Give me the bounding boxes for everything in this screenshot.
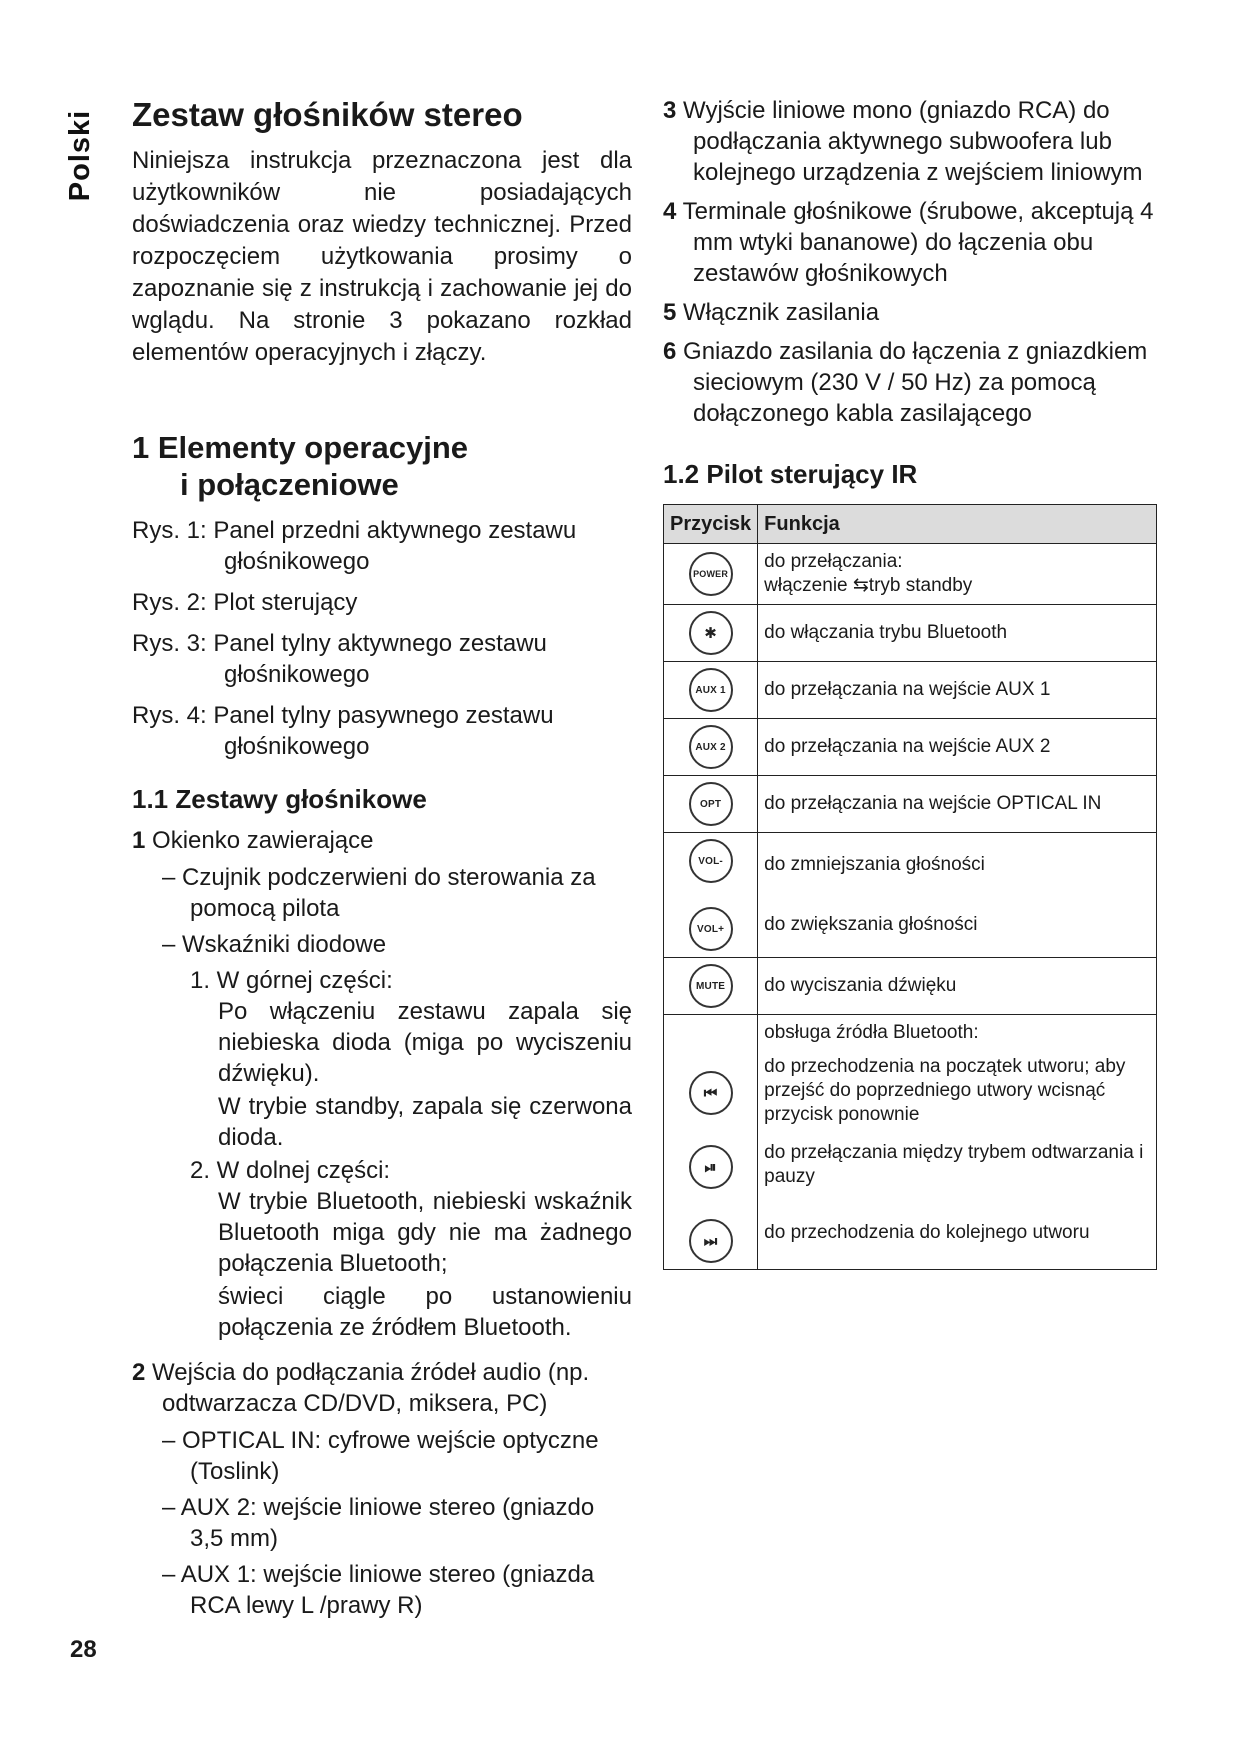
list-item-number: 5 [663,299,677,326]
table-row [664,833,1157,958]
figure-ref-1: Rys. 1: Panel przedni aktywnego zestawu głośnikowego [132,516,577,575]
list-item-text: Gniazdo zasilania do łączenia z gniazdkiem sieciowym (230 V / 50 Hz) za pomocą dołączonego kabla zasilającego [683,338,1148,427]
aux2-button-icon: AUX 2 [689,725,733,769]
list-item-number: 2 [132,1358,146,1386]
function-text: do przechodzenia na początek utworu; aby przejść do poprzedniego utwory wcisnąć przycisk ponownie [764,1056,1126,1125]
list-item-number: 4 [663,198,677,225]
function-text: do zmniejszania głośności [764,854,985,875]
table-header-row [664,505,1157,544]
section-1-heading [132,429,632,503]
aux1-button-icon: AUX 1 [689,668,733,712]
language-tab [60,100,102,210]
dash-item-aux1: – AUX 1: wejście liniowe stereo (gniazda RCA lewy L /prawy R) [162,1560,595,1619]
sub-item-lower-text-1: W trybie Bluetooth, niebieski wskaźnik Bluetooth miga gdy nie ma żadnego połączenia Bluetooth; [218,1187,632,1277]
figure-ref-4: Rys. 4: Panel tylny pasywnego zestawu głośnikowego [132,701,554,760]
remote-control-table [663,504,1157,1270]
function-cell [758,1015,1157,1270]
table-row [664,605,1157,662]
volume-up-button-icon: VOL+ [689,907,733,951]
function-cell [758,833,1157,958]
left-column [132,95,632,1626]
optical-button-icon: OPT [689,782,733,826]
column-header-function: Funkcja [758,505,1157,544]
list-item-4 [663,196,1183,289]
next-track-button-icon: ⏭ [689,1219,733,1263]
play-pause-button-icon: ⏯ [689,1145,733,1189]
sub-item-lower: 2. W dolnej części: [190,1156,391,1184]
sub-item-lower-text-2: świeci ciągle po ustanowieniu połączenia ze źródłem Bluetooth. [218,1282,632,1341]
power-button-icon: POWER [689,552,733,596]
list-item-5 [663,297,1183,328]
list-item-1 [132,825,632,856]
function-text: do przełączania na wejście OPTICAL IN [758,776,1157,833]
section-1-1-heading: 1.1 Zestawy głośnikowe [132,783,427,814]
function-cell [758,544,1157,605]
sub-item-upper-text-1: Po włączeniu zestawu zapala się niebieska dioda (miga po wyciszeniu dźwięku). [218,997,632,1087]
dash-item-ir-sensor: – Czujnik podczerwieni do sterowania za pomocą pilota [162,863,596,922]
table-row [664,544,1157,605]
previous-track-button-icon: ⏮ [689,1071,733,1115]
mute-button-icon: MUTE [689,964,733,1008]
dash-item-optical: – OPTICAL IN: cyfrowe wejście optyczne (Toslink) [162,1426,599,1485]
figure-ref-3: Rys. 3: Panel tylny aktywnego zestawu głośnikowego [132,629,547,688]
table-row [664,958,1157,1015]
list-item-text: Włącznik zasilania [683,299,880,326]
function-text: do zwiększania głośności [764,914,978,935]
function-text: do wyciszania dźwięku [758,958,1157,1015]
column-header-button: Przycisk [664,505,758,544]
function-text: obsługa źródła Bluetooth: [764,1022,979,1043]
page-number: 28 [70,1636,97,1663]
list-item-number: 3 [663,97,677,124]
function-text: do przełączania na wejście AUX 1 [758,662,1157,719]
list-item-6 [663,336,1183,429]
right-column [663,95,1183,1270]
list-item-number: 1 [132,826,146,854]
list-item-number: 6 [663,338,677,365]
language-label: Polski [64,109,97,201]
page-title: Zestaw głośników stereo [132,96,523,133]
bluetooth-button-icon: ✱ [689,611,733,655]
volume-down-button-icon: VOL- [689,839,733,883]
function-text: do przechodzenia do kolejnego utworu [764,1222,1090,1243]
sub-item-upper: 1. W górnej części: [190,966,393,994]
function-text: do przełączania na wejście AUX 2 [758,719,1157,776]
figure-ref-2: Rys. 2: Plot sterujący [132,588,358,616]
list-item-text: Okienko zawierające [152,826,374,854]
sub-item-upper-text-2: W trybie standby, zapala się czerwona dioda. [218,1092,632,1151]
section-1-heading-line1: 1 Elementy operacyjne [132,429,468,465]
dash-item-aux2: – AUX 2: wejście liniowe stereo (gniazdo 3,5 mm) [162,1493,595,1552]
function-text: do przełączania między trybem odtwarzania i pauzy [764,1142,1144,1187]
section-1-2-heading: 1.2 Pilot sterujący IR [663,459,918,489]
function-text: do włączania trybu Bluetooth [758,605,1157,662]
list-item-2 [132,1357,632,1419]
intro-paragraph: Niniejsza instrukcja przeznaczona jest dla użytkowników nie posiadających doświadczenia oraz wiedzy technicznej. Przed rozpoczęciem użytkowania prosimy o zapoznanie się z instrukcją i zachowanie jej do wglądu. Na stronie 3 pokazano rozkład elementów operacyjnych i złączy. [132,146,632,366]
table-row [664,662,1157,719]
dash-item-leds: – Wskaźniki diodowe [162,930,387,958]
list-item-text: Terminale głośnikowe (śrubowe, akceptują 4 mm wtyki bananowe) do łączenia obu zestawów głośnikowych [682,198,1154,287]
function-text: włączenie ⇆tryb standby [764,575,973,596]
section-1-heading-line2: i połączeniowe [180,466,399,502]
list-item-text: Wyjście liniowe mono (gniazdo RCA) do podłączania aktywnego subwoofera lub kolejnego urządzenia z wejściem liniowym [683,97,1143,186]
table-row [664,776,1157,833]
list-item-3 [663,95,1183,188]
function-text: do przełączania: [764,551,903,572]
list-item-text: Wejścia do podłączania źródeł audio (np. odtwarzacza CD/DVD, miksera, PC) [152,1358,590,1417]
table-row [664,1015,1157,1270]
table-row [664,719,1157,776]
